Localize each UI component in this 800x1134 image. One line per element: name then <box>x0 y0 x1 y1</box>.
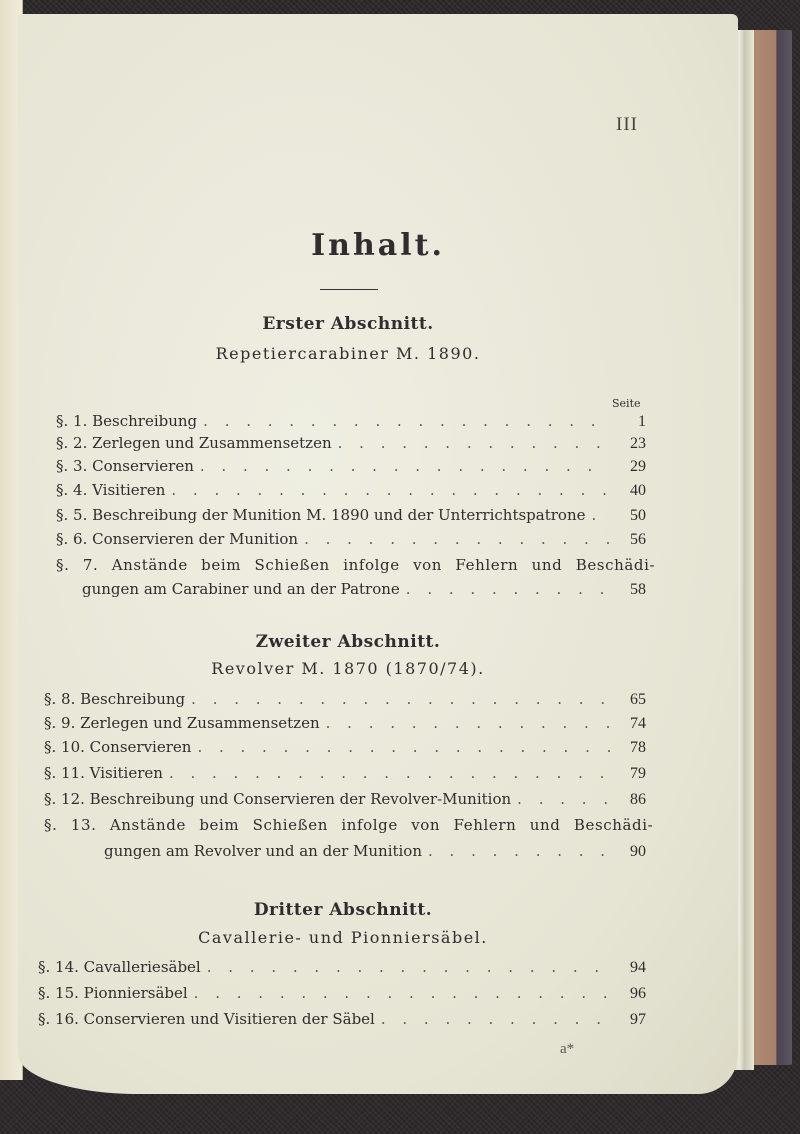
toc-entry-label: §. 9. Zerlegen und Zusammensetzen <box>44 714 320 732</box>
page-title: Inhalt. <box>311 228 445 263</box>
leader-dots <box>171 481 610 499</box>
toc-entry-page: 96 <box>630 985 646 1002</box>
leader-dots <box>591 506 610 524</box>
toc-entry-label: §. 13. Anstände beim Schießen infolge von Fehlern und Beschädi- <box>44 816 654 834</box>
leader-dots <box>191 690 610 708</box>
toc-entry <box>44 816 654 834</box>
leader-dots <box>203 412 610 430</box>
leader-dots <box>381 1010 610 1028</box>
section-subtitle: Revolver M. 1870 (1870/74). <box>211 659 485 678</box>
toc-entry <box>56 457 646 476</box>
section-heading: Zweiter Abschnitt. <box>255 632 441 652</box>
toc-entry-label: §. 12. Beschreibung und Conservieren der Revolver-Munition <box>44 790 512 808</box>
toc-entry-label: §. 2. Zerlegen und Zusammensetzen <box>56 434 332 452</box>
toc-entry-label: §. 15. Pionniersäbel <box>38 984 188 1002</box>
toc-entry-page: 50 <box>630 507 646 524</box>
leader-dots <box>406 580 610 598</box>
toc-entry-label: §. 1. Beschreibung <box>56 412 198 430</box>
toc-entry-label: §. 11. Visitieren <box>44 764 163 782</box>
leader-dots <box>517 790 610 808</box>
section-heading: Dritter Abschnitt. <box>253 900 433 920</box>
leader-dots <box>304 530 610 548</box>
leader-dots <box>338 434 610 452</box>
page-number: III <box>616 114 638 135</box>
leader-dots <box>194 984 610 1002</box>
leader-dots <box>200 457 610 475</box>
leader-dots <box>428 842 610 860</box>
toc-entry <box>44 714 646 733</box>
toc-entry-page: 90 <box>630 843 646 860</box>
book-cover-edge <box>752 30 792 1065</box>
toc-entry-label: §. 5. Beschreibung der Munition M. 1890 und der Unterrichtspatrone <box>56 506 586 524</box>
page-column-label: Seite <box>612 397 641 410</box>
toc-entry-page: 23 <box>630 435 646 452</box>
toc-entry-page: 29 <box>630 458 646 475</box>
toc-entry-page: 56 <box>630 531 646 548</box>
toc-entry-page: 58 <box>630 581 646 598</box>
toc-entry <box>44 690 646 709</box>
toc-entry <box>44 764 646 783</box>
toc-entry-label: §. 3. Conservieren <box>56 457 194 475</box>
toc-entry-page: 74 <box>630 715 646 732</box>
title-divider <box>320 289 378 290</box>
section-heading: Erster Abschnitt. <box>262 314 434 334</box>
toc-entry-label: §. 7. Anstände beim Schießen infolge von Fehlern und Beschädi- <box>56 556 656 574</box>
toc-entry <box>44 738 646 757</box>
toc-entry-label: §. 14. Cavalleriesäbel <box>38 958 201 976</box>
toc-entry <box>56 412 646 431</box>
toc-entry <box>56 481 646 500</box>
toc-entry <box>56 434 646 453</box>
toc-entry-label: §. 4. Visitieren <box>56 481 166 499</box>
toc-entry-page: 65 <box>630 691 646 708</box>
toc-entry-page: 79 <box>630 765 646 782</box>
toc-entry <box>56 506 646 525</box>
toc-entry <box>44 790 646 809</box>
toc-entry-label: gungen am Revolver und an der Munition <box>104 842 423 860</box>
leader-dots <box>207 958 610 976</box>
section-subtitle: Repetiercarabiner M. 1890. <box>215 344 481 363</box>
toc-entry-label: §. 16. Conservieren und Visitieren der Säbel <box>38 1010 375 1028</box>
toc-entry <box>56 530 646 549</box>
toc-entry <box>56 556 656 574</box>
toc-entry-page: 94 <box>630 959 646 976</box>
toc-entry-page: 78 <box>630 739 646 756</box>
toc-entry-continuation <box>104 842 646 861</box>
toc-entry <box>38 958 646 977</box>
toc-entry-page: 86 <box>630 791 646 808</box>
section-subtitle: Cavallerie- und Pionniersäbel. <box>198 928 488 947</box>
book-page <box>18 14 738 1094</box>
toc-entry-label: §. 10. Conservieren <box>44 738 192 756</box>
toc-entry-label: §. 8. Beschreibung <box>44 690 186 708</box>
toc-entry-label: gungen am Carabiner und an der Patrone <box>82 580 400 598</box>
signature-mark: a* <box>560 1041 575 1057</box>
toc-entry <box>38 984 646 1003</box>
leader-dots <box>169 764 610 782</box>
toc-entry-page: 1 <box>638 413 646 430</box>
toc-entry <box>38 1010 646 1029</box>
toc-entry-page: 40 <box>630 482 646 499</box>
leader-dots <box>326 714 610 732</box>
toc-entry-label: §. 6. Conservieren der Munition <box>56 530 299 548</box>
leader-dots <box>197 738 610 756</box>
toc-entry-page: 97 <box>630 1011 646 1028</box>
toc-entry-continuation <box>82 580 646 599</box>
